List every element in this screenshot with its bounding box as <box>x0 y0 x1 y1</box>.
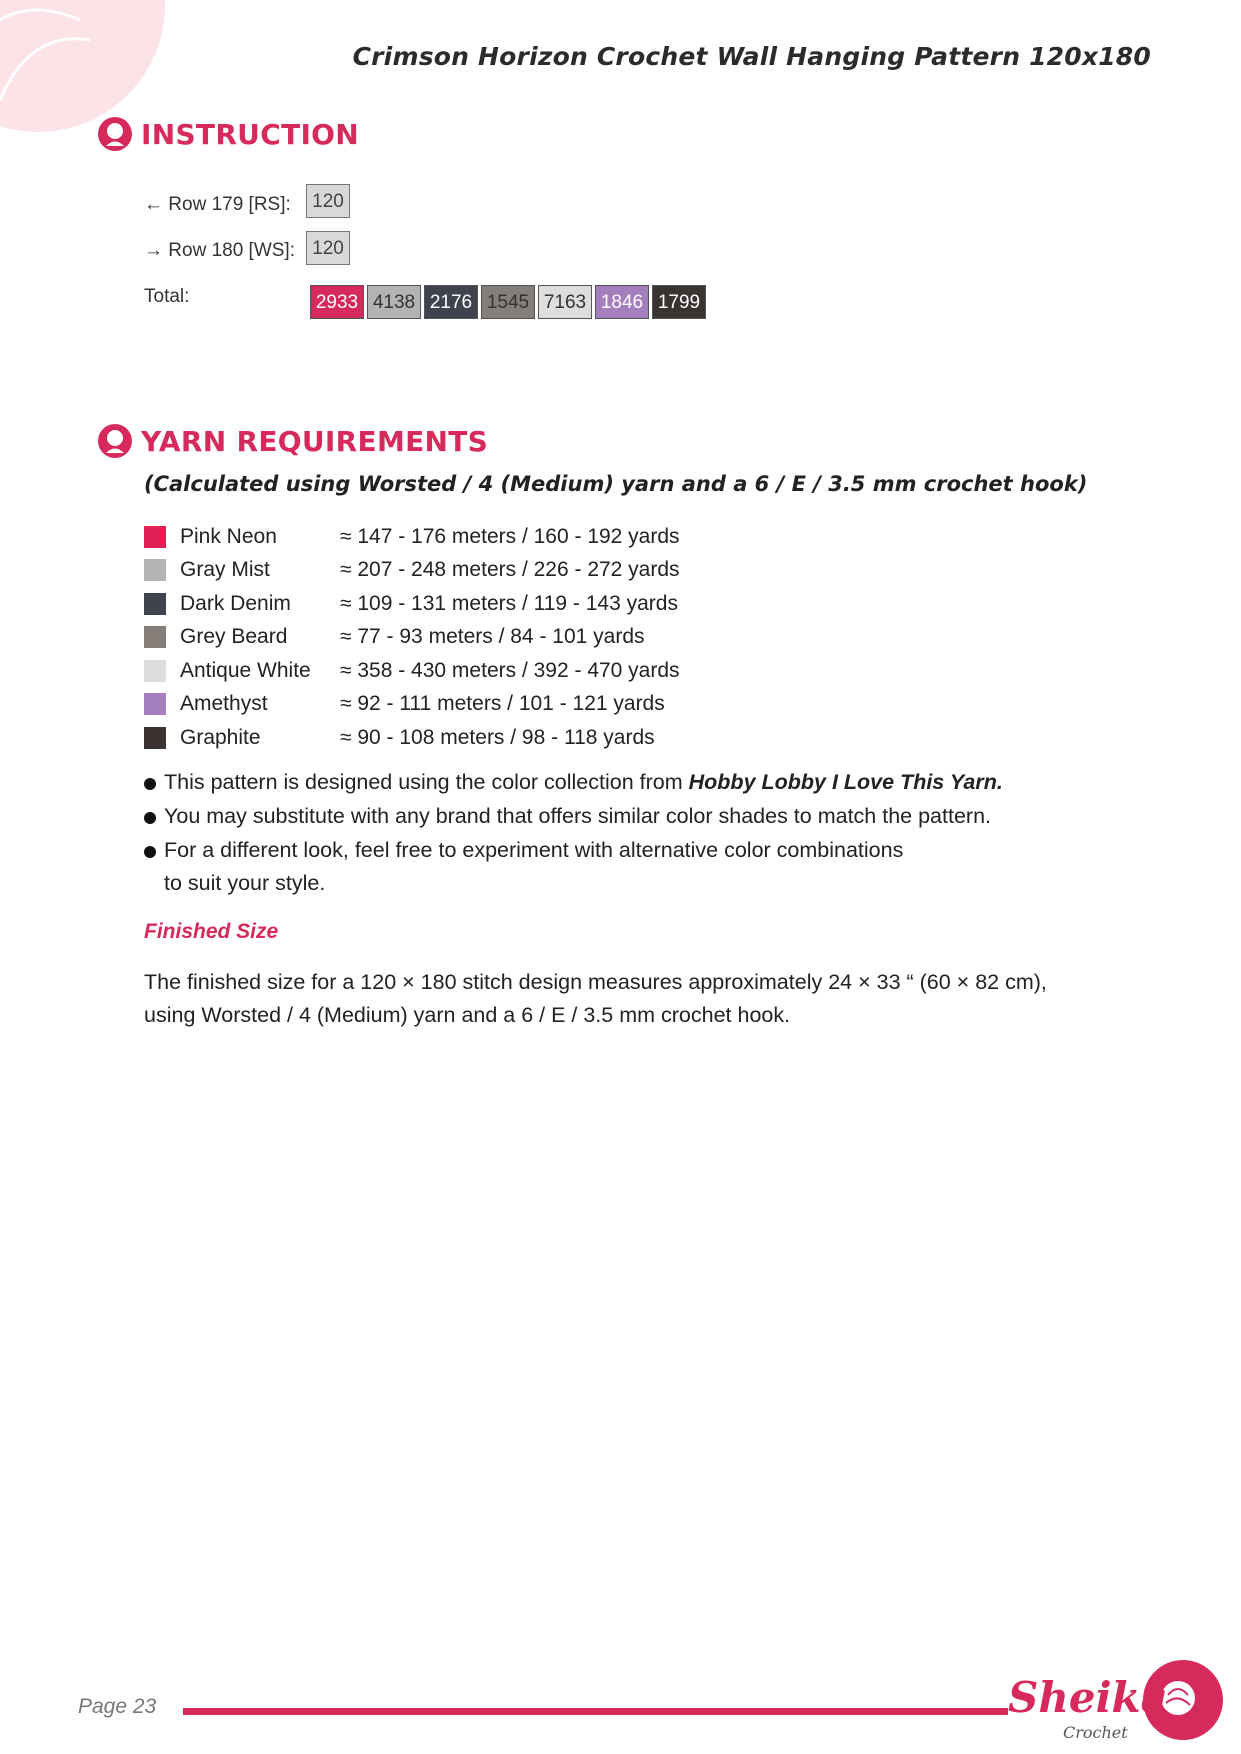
bullet-icon <box>144 846 156 858</box>
yarn-color-name: Amethyst <box>180 692 268 716</box>
instruction-heading <box>97 116 359 152</box>
row-179-count: 120 <box>306 184 350 218</box>
yarn-color-name: Grey Beard <box>180 625 288 649</box>
yarn-amount: ≈ 147 - 176 meters / 160 - 192 yards <box>340 524 680 548</box>
yarn-heading <box>97 423 488 459</box>
yarn-title: YARN REQUIREMENTS <box>141 424 489 458</box>
yarn-color-swatch <box>144 526 166 548</box>
yarn-amount: ≈ 207 - 248 meters / 226 - 272 yards <box>340 558 680 582</box>
yarn-row <box>144 587 844 621</box>
yarn-color-name: Pink Neon <box>180 524 277 548</box>
total-count-chip: 4138 <box>367 285 421 319</box>
note-1-brand: Hobby Lobby I Love This Yarn. <box>688 770 1003 794</box>
note-2-text: You may substitute with any brand that offers similar color shades to match the pattern. <box>164 804 991 828</box>
yarn-color-name: Gray Mist <box>180 558 270 582</box>
yarn-color-name: Antique White <box>180 658 311 682</box>
yarn-amount: ≈ 109 - 131 meters / 119 - 143 yards <box>340 591 678 615</box>
note-3-text-line-2: to suit your style. <box>164 871 326 895</box>
note-3-text-line-1: For a different look, feel free to experiment with alternative color combinations <box>164 838 904 862</box>
logo-brand-text: Sheika <box>1008 1673 1168 1722</box>
total-count-chip: 2176 <box>424 285 478 319</box>
yarn-amount: ≈ 358 - 430 meters / 392 - 470 yards <box>340 658 680 682</box>
yarn-amount: ≈ 92 - 111 meters / 101 - 121 yards <box>340 692 665 716</box>
finished-size-line-1: The finished size for a 120 × 180 stitch design measures approximately 24 × 33 “ (60 × 82 cm), <box>144 970 1047 994</box>
sheika-badge-icon <box>97 423 133 459</box>
note-item <box>144 800 1144 833</box>
yarn-notes <box>144 766 1144 901</box>
footer-divider <box>183 1708 1008 1715</box>
row-180-label: → Row 180 [WS]: <box>144 240 295 261</box>
total-stitch-counts <box>310 285 706 319</box>
sheika-badge-icon <box>97 116 133 152</box>
yarn-row <box>144 520 844 554</box>
yarn-row <box>144 721 844 755</box>
yarn-color-swatch <box>144 727 166 749</box>
finished-size-line-2: using Worsted / 4 (Medium) yarn and a 6 / E / 3.5 mm crochet hook. <box>144 1003 791 1027</box>
yarn-color-swatch <box>144 626 166 648</box>
total-label: Total: <box>144 286 190 307</box>
yarn-row <box>144 688 844 722</box>
yarn-color-list <box>144 520 844 755</box>
logo-sub-text: Crochet <box>1063 1723 1128 1742</box>
yarn-amount: ≈ 90 - 108 meters / 98 - 118 yards <box>340 725 655 749</box>
yarn-color-name: Dark Denim <box>180 591 291 615</box>
total-count-chip: 2933 <box>310 285 364 319</box>
sheika-crochet-logo <box>1008 1650 1223 1750</box>
total-count-chip: 1545 <box>481 285 535 319</box>
total-count-chip: 1846 <box>595 285 649 319</box>
note-item <box>144 766 1144 799</box>
finished-size-title: Finished Size <box>144 920 279 943</box>
yarn-color-swatch <box>144 593 166 615</box>
yarn-row <box>144 621 844 655</box>
instruction-title: INSTRUCTION <box>141 117 360 151</box>
row-179-label: ← Row 179 [RS]: <box>144 194 291 215</box>
note-1-text: This pattern is designed using the color collection from <box>164 770 689 794</box>
bullet-icon <box>144 778 156 790</box>
yarn-row <box>144 654 844 688</box>
total-count-chip: 7163 <box>538 285 592 319</box>
yarn-color-name: Graphite <box>180 725 261 749</box>
bullet-icon <box>144 812 156 824</box>
yarn-row <box>144 554 844 588</box>
note-item <box>144 834 1144 900</box>
yarn-color-swatch <box>144 559 166 581</box>
finished-size-text <box>144 966 1144 1032</box>
yarn-color-swatch <box>144 660 166 682</box>
document-title: Crimson Horizon Crochet Wall Hanging Pattern 120x180 <box>352 42 1151 71</box>
yarn-amount: ≈ 77 - 93 meters / 84 - 101 yards <box>340 625 645 649</box>
page-number: Page 23 <box>78 1695 157 1718</box>
total-count-chip: 1799 <box>652 285 706 319</box>
yarn-subtitle: (Calculated using Worsted / 4 (Medium) yarn and a 6 / E / 3.5 mm crochet hook) <box>144 472 1088 496</box>
row-180-count: 120 <box>306 231 350 265</box>
yarn-color-swatch <box>144 693 166 715</box>
